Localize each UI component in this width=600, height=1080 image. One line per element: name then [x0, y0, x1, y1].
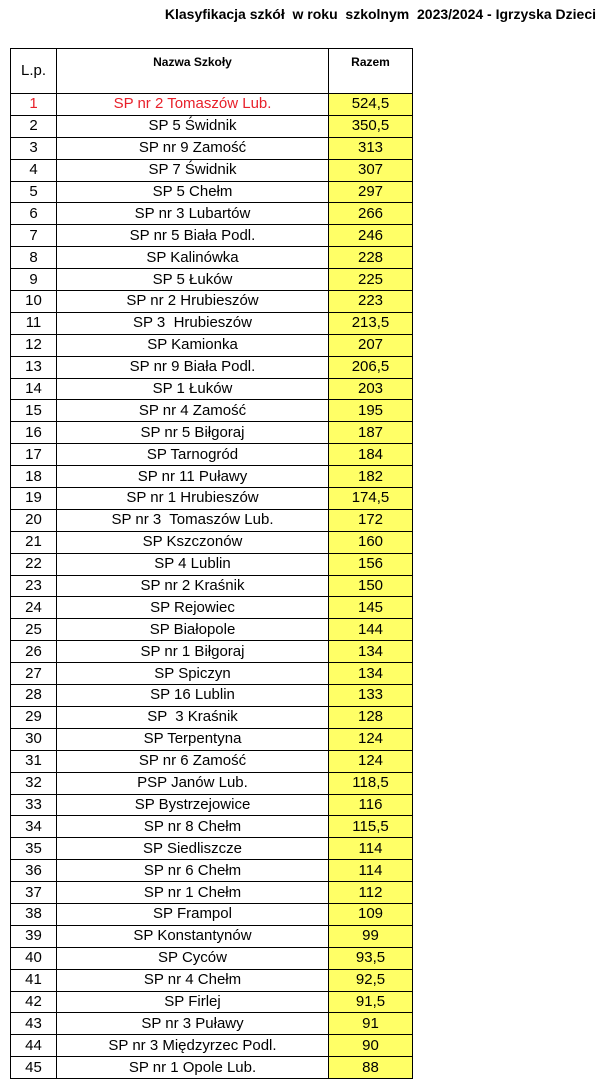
row-total: 93,5: [329, 947, 413, 969]
row-total: 124: [329, 728, 413, 750]
table-row: [11, 619, 413, 641]
table-row: [11, 706, 413, 728]
row-total: 187: [329, 422, 413, 444]
row-lp: 11: [11, 312, 57, 334]
row-school-name: SP nr 5 Biłgoraj: [57, 422, 329, 444]
table-row: [11, 750, 413, 772]
row-lp: 6: [11, 203, 57, 225]
row-school-name: SP nr 3 Międzyrzec Podl.: [57, 1035, 329, 1057]
row-lp: 37: [11, 882, 57, 904]
row-school-name: SP Siedliszcze: [57, 838, 329, 860]
row-school-name: SP 5 Chełm: [57, 181, 329, 203]
row-total: 350,5: [329, 115, 413, 137]
row-lp: 8: [11, 247, 57, 269]
row-total: 313: [329, 137, 413, 159]
table-row: [11, 969, 413, 991]
row-total: 134: [329, 641, 413, 663]
row-total: 145: [329, 597, 413, 619]
table-row: [11, 991, 413, 1013]
row-total: 266: [329, 203, 413, 225]
table-row: [11, 422, 413, 444]
row-lp: 41: [11, 969, 57, 991]
row-lp: 9: [11, 269, 57, 291]
row-total: 213,5: [329, 312, 413, 334]
row-school-name: SP 7 Świdnik: [57, 159, 329, 181]
row-school-name: SP Kamionka: [57, 334, 329, 356]
row-total: 90: [329, 1035, 413, 1057]
table-row: [11, 641, 413, 663]
row-total: 150: [329, 575, 413, 597]
table-row: [11, 882, 413, 904]
row-total: 92,5: [329, 969, 413, 991]
row-total: 116: [329, 794, 413, 816]
row-lp: 39: [11, 925, 57, 947]
row-school-name: SP Bystrzejowice: [57, 794, 329, 816]
row-school-name: SP Cyców: [57, 947, 329, 969]
row-school-name: SP 4 Lublin: [57, 553, 329, 575]
table-row: [11, 378, 413, 400]
table-row: [11, 860, 413, 882]
row-school-name: SP nr 4 Chełm: [57, 969, 329, 991]
row-lp: 4: [11, 159, 57, 181]
row-lp: 33: [11, 794, 57, 816]
row-lp: 45: [11, 1057, 57, 1079]
row-school-name: SP Tarnogród: [57, 444, 329, 466]
row-school-name: SP nr 2 Tomaszów Lub.: [57, 94, 329, 116]
row-school-name: SP nr 9 Zamość: [57, 137, 329, 159]
row-school-name: SP Kalinówka: [57, 247, 329, 269]
row-lp: 12: [11, 334, 57, 356]
row-lp: 35: [11, 838, 57, 860]
header-row: [11, 49, 413, 94]
row-total: 203: [329, 378, 413, 400]
row-total: 91,5: [329, 991, 413, 1013]
row-lp: 14: [11, 378, 57, 400]
row-total: 112: [329, 882, 413, 904]
row-total: 115,5: [329, 816, 413, 838]
row-school-name: SP Kszczonów: [57, 531, 329, 553]
row-lp: 20: [11, 509, 57, 531]
row-school-name: SP nr 11 Puławy: [57, 466, 329, 488]
row-school-name: SP nr 1 Opole Lub.: [57, 1057, 329, 1079]
table-row: [11, 466, 413, 488]
table-row: [11, 444, 413, 466]
header-total: Razem: [329, 49, 413, 94]
row-total: 109: [329, 903, 413, 925]
row-total: 99: [329, 925, 413, 947]
row-total: 182: [329, 466, 413, 488]
row-school-name: SP nr 8 Chełm: [57, 816, 329, 838]
row-school-name: SP Konstantynów: [57, 925, 329, 947]
row-total: 144: [329, 619, 413, 641]
row-total: 172: [329, 509, 413, 531]
row-lp: 26: [11, 641, 57, 663]
row-lp: 43: [11, 1013, 57, 1035]
row-total: 307: [329, 159, 413, 181]
table-row: [11, 225, 413, 247]
row-lp: 36: [11, 860, 57, 882]
row-total: 114: [329, 860, 413, 882]
row-school-name: SP Firlej: [57, 991, 329, 1013]
row-total: 134: [329, 663, 413, 685]
table-row: [11, 247, 413, 269]
row-lp: 15: [11, 400, 57, 422]
row-total: 206,5: [329, 356, 413, 378]
row-lp: 44: [11, 1035, 57, 1057]
table-row: [11, 159, 413, 181]
row-school-name: SP Terpentyna: [57, 728, 329, 750]
row-school-name: SP Białopole: [57, 619, 329, 641]
row-total: 228: [329, 247, 413, 269]
table-row: [11, 181, 413, 203]
row-lp: 7: [11, 225, 57, 247]
row-school-name: SP 3 Hrubieszów: [57, 312, 329, 334]
row-lp: 2: [11, 115, 57, 137]
row-school-name: SP 5 Łuków: [57, 269, 329, 291]
row-school-name: SP nr 1 Chełm: [57, 882, 329, 904]
row-school-name: SP nr 2 Hrubieszów: [57, 291, 329, 313]
row-total: 156: [329, 553, 413, 575]
row-lp: 10: [11, 291, 57, 313]
row-lp: 29: [11, 706, 57, 728]
table-row: [11, 772, 413, 794]
row-lp: 5: [11, 181, 57, 203]
table-row: [11, 137, 413, 159]
table-row: [11, 531, 413, 553]
table-row: [11, 269, 413, 291]
row-lp: 42: [11, 991, 57, 1013]
row-school-name: SP 3 Kraśnik: [57, 706, 329, 728]
row-school-name: SP nr 5 Biała Podl.: [57, 225, 329, 247]
row-total: 91: [329, 1013, 413, 1035]
row-school-name: SP nr 3 Puławy: [57, 1013, 329, 1035]
row-school-name: SP 1 Łuków: [57, 378, 329, 400]
row-school-name: SP nr 3 Tomaszów Lub.: [57, 509, 329, 531]
row-lp: 1: [11, 94, 57, 116]
table-row: [11, 115, 413, 137]
table-row: [11, 94, 413, 116]
row-lp: 25: [11, 619, 57, 641]
row-school-name: SP nr 6 Chełm: [57, 860, 329, 882]
table-row: [11, 728, 413, 750]
row-school-name: SP nr 1 Hrubieszów: [57, 488, 329, 510]
row-lp: 3: [11, 137, 57, 159]
table-row: [11, 1057, 413, 1079]
row-school-name: SP nr 2 Kraśnik: [57, 575, 329, 597]
ranking-table: [10, 48, 413, 1079]
document-title: Klasyfikacja szkół w roku szkolnym 2023/2024 - Igrzyska Dzieci: [164, 6, 596, 22]
table-row: [11, 838, 413, 860]
row-total: 184: [329, 444, 413, 466]
row-lp: 22: [11, 553, 57, 575]
row-school-name: SP nr 6 Zamość: [57, 750, 329, 772]
table-row: [11, 203, 413, 225]
row-total: 207: [329, 334, 413, 356]
row-lp: 18: [11, 466, 57, 488]
row-total: 133: [329, 685, 413, 707]
table-row: [11, 509, 413, 531]
row-total: 114: [329, 838, 413, 860]
table-row: [11, 947, 413, 969]
row-total: 118,5: [329, 772, 413, 794]
table-row: [11, 1013, 413, 1035]
row-lp: 13: [11, 356, 57, 378]
header-school-name: Nazwa Szkoły: [57, 49, 329, 94]
row-school-name: SP nr 9 Biała Podl.: [57, 356, 329, 378]
table-row: [11, 794, 413, 816]
row-total: 174,5: [329, 488, 413, 510]
table-row: [11, 575, 413, 597]
row-total: 160: [329, 531, 413, 553]
row-lp: 17: [11, 444, 57, 466]
table-body: [11, 94, 413, 1079]
row-lp: 19: [11, 488, 57, 510]
table-row: [11, 553, 413, 575]
table-row: [11, 488, 413, 510]
table-header: [11, 49, 413, 94]
table-row: [11, 597, 413, 619]
row-total: 297: [329, 181, 413, 203]
row-lp: 30: [11, 728, 57, 750]
row-total: 195: [329, 400, 413, 422]
table-row: [11, 685, 413, 707]
table-row: [11, 356, 413, 378]
row-total: 124: [329, 750, 413, 772]
row-school-name: PSP Janów Lub.: [57, 772, 329, 794]
row-lp: 21: [11, 531, 57, 553]
row-lp: 34: [11, 816, 57, 838]
row-school-name: SP 16 Lublin: [57, 685, 329, 707]
row-lp: 31: [11, 750, 57, 772]
table-row: [11, 925, 413, 947]
table-row: [11, 663, 413, 685]
row-school-name: SP Spiczyn: [57, 663, 329, 685]
row-lp: 24: [11, 597, 57, 619]
table-row: [11, 1035, 413, 1057]
row-total: 88: [329, 1057, 413, 1079]
row-school-name: SP Frampol: [57, 903, 329, 925]
row-total: 246: [329, 225, 413, 247]
row-total: 225: [329, 269, 413, 291]
table-row: [11, 816, 413, 838]
row-lp: 16: [11, 422, 57, 444]
row-school-name: SP Rejowiec: [57, 597, 329, 619]
header-lp: L.p.: [11, 49, 57, 94]
table-row: [11, 903, 413, 925]
row-school-name: SP nr 3 Lubartów: [57, 203, 329, 225]
row-total: 128: [329, 706, 413, 728]
table-row: [11, 291, 413, 313]
row-lp: 27: [11, 663, 57, 685]
row-lp: 38: [11, 903, 57, 925]
row-school-name: SP nr 4 Zamość: [57, 400, 329, 422]
row-lp: 32: [11, 772, 57, 794]
row-lp: 40: [11, 947, 57, 969]
row-lp: 28: [11, 685, 57, 707]
table-row: [11, 312, 413, 334]
row-total: 524,5: [329, 94, 413, 116]
table-row: [11, 400, 413, 422]
table-row: [11, 334, 413, 356]
row-lp: 23: [11, 575, 57, 597]
row-school-name: SP nr 1 Biłgoraj: [57, 641, 329, 663]
row-school-name: SP 5 Świdnik: [57, 115, 329, 137]
row-total: 223: [329, 291, 413, 313]
